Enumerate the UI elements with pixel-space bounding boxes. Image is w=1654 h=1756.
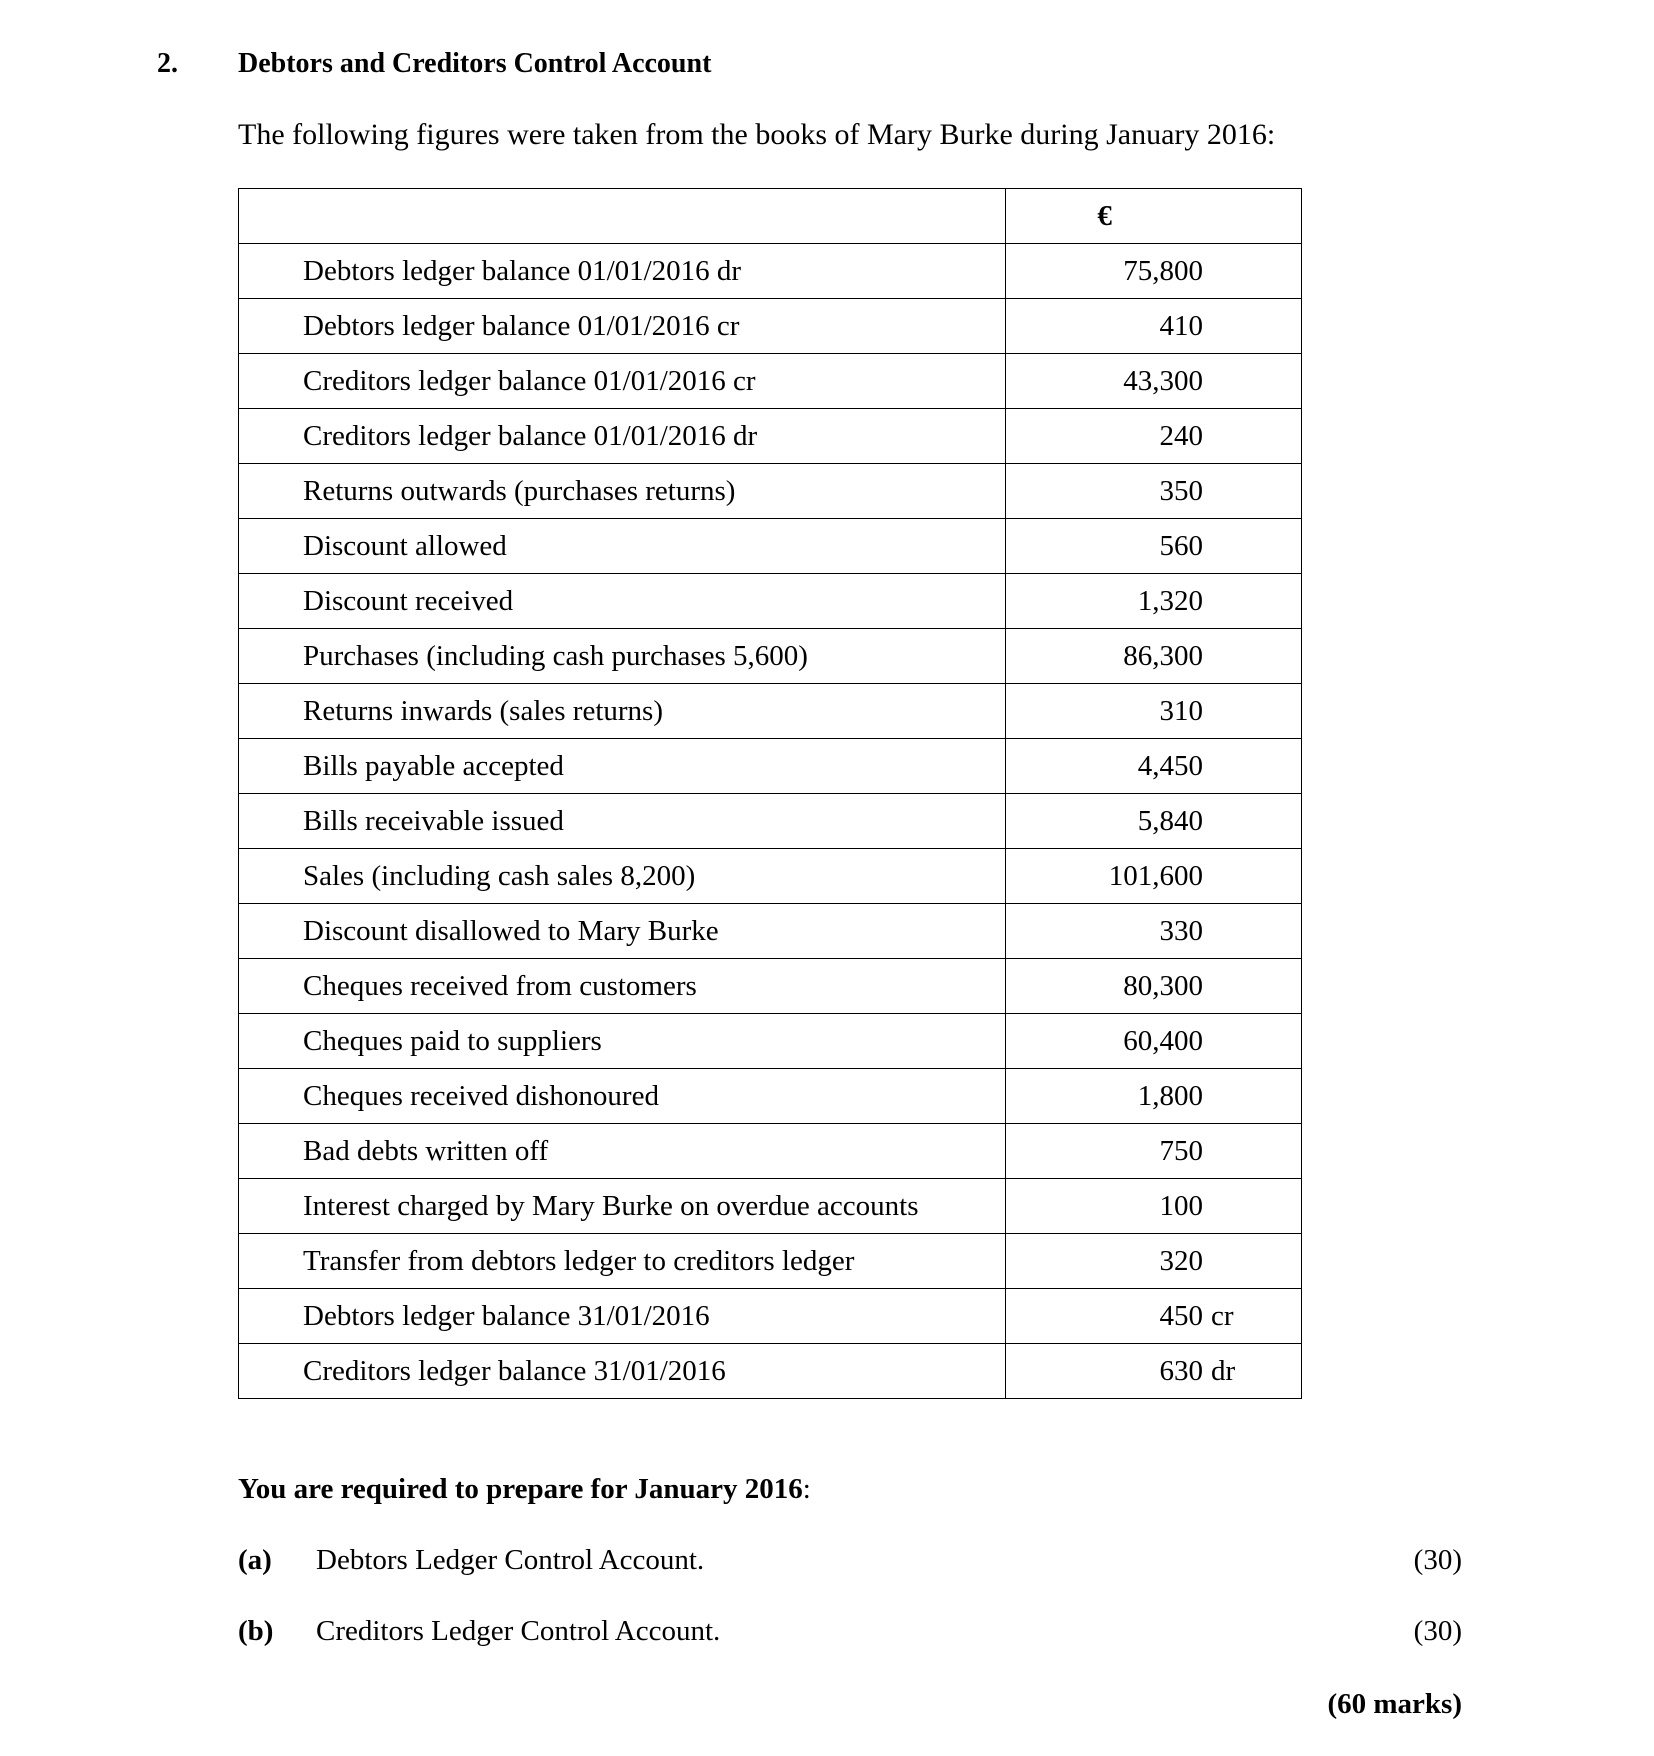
row-amount: 75,800 [1123, 254, 1203, 287]
row-amount: 101,600 [1108, 859, 1203, 892]
row-amount: 560 [1159, 529, 1203, 562]
table-row [239, 1289, 1302, 1344]
table-row [239, 794, 1302, 849]
row-label: Discount received [239, 574, 1006, 629]
part-a-marks: (30) [1413, 1544, 1462, 1576]
row-amount-cell [1006, 409, 1302, 464]
table-row [239, 464, 1302, 519]
row-amount: 350 [1159, 474, 1203, 507]
table-row [239, 519, 1302, 574]
requirements-heading [238, 1473, 811, 1506]
row-amount-cell [1006, 904, 1302, 959]
part-b-marks: (30) [1413, 1615, 1462, 1647]
row-amount: 750 [1159, 1134, 1203, 1167]
row-amount: 43,300 [1123, 364, 1203, 397]
row-label: Debtors ledger balance 01/01/2016 cr [239, 299, 1006, 354]
row-balance-side: dr [1211, 1354, 1236, 1387]
row-amount-cell [1006, 794, 1302, 849]
question-intro: The following figures were taken from the books of Mary Burke during January 2016: [238, 118, 1276, 151]
table-row [239, 959, 1302, 1014]
row-label: Debtors ledger balance 01/01/2016 dr [239, 244, 1006, 299]
row-amount-cell [1006, 519, 1302, 574]
table-row [239, 849, 1302, 904]
row-label: Sales (including cash sales 8,200) [239, 849, 1006, 904]
table-header-row [239, 189, 1302, 244]
row-label: Discount allowed [239, 519, 1006, 574]
row-amount-cell [1006, 1289, 1302, 1344]
row-amount-cell [1006, 959, 1302, 1014]
row-label: Creditors ledger balance 01/01/2016 cr [239, 354, 1006, 409]
row-label: Bills payable accepted [239, 739, 1006, 794]
row-amount: 60,400 [1123, 1024, 1203, 1057]
row-amount: 320 [1159, 1244, 1203, 1277]
row-amount-cell [1006, 354, 1302, 409]
currency-header: € [1006, 189, 1302, 244]
row-balance-side: cr [1211, 1299, 1234, 1332]
row-label: Cheques received from customers [239, 959, 1006, 1014]
row-label: Returns inwards (sales returns) [239, 684, 1006, 739]
row-amount-cell [1006, 1014, 1302, 1069]
row-amount: 240 [1159, 419, 1203, 452]
row-label: Debtors ledger balance 31/01/2016 [239, 1289, 1006, 1344]
table-row [239, 904, 1302, 959]
row-label: Creditors ledger balance 31/01/2016 [239, 1344, 1006, 1399]
row-amount: 5,840 [1137, 804, 1203, 837]
part-a-text: Debtors Ledger Control Account. [316, 1544, 705, 1576]
row-label: Bad debts written off [239, 1124, 1006, 1179]
table-row [239, 354, 1302, 409]
row-amount-cell [1006, 849, 1302, 904]
row-label: Transfer from debtors ledger to creditors ledger [239, 1234, 1006, 1289]
row-amount-cell [1006, 464, 1302, 519]
row-amount-cell [1006, 1124, 1302, 1179]
table-row [239, 1344, 1302, 1399]
row-amount-cell [1006, 299, 1302, 354]
requirements-heading-colon: : [802, 1473, 811, 1505]
row-amount: 80,300 [1123, 969, 1203, 1002]
row-amount-cell [1006, 739, 1302, 794]
row-amount: 330 [1159, 914, 1203, 947]
part-a-letter: (a) [238, 1544, 272, 1576]
row-label: Cheques received dishonoured [239, 1069, 1006, 1124]
row-amount: 86,300 [1123, 639, 1203, 672]
row-amount: 310 [1159, 694, 1203, 727]
row-label: Returns outwards (purchases returns) [239, 464, 1006, 519]
row-amount: 1,320 [1137, 584, 1203, 617]
question-title: Debtors and Creditors Control Account [238, 48, 712, 79]
figures-table [238, 188, 1302, 1399]
row-label: Interest charged by Mary Burke on overdue accounts [239, 1179, 1006, 1234]
row-amount-cell [1006, 1179, 1302, 1234]
row-amount-cell [1006, 1234, 1302, 1289]
table-row [239, 1014, 1302, 1069]
row-amount: 1,800 [1137, 1079, 1203, 1112]
table-row [239, 684, 1302, 739]
table-row [239, 1124, 1302, 1179]
row-amount-cell [1006, 244, 1302, 299]
row-label: Purchases (including cash purchases 5,600) [239, 629, 1006, 684]
row-amount: 410 [1159, 309, 1203, 342]
row-label: Cheques paid to suppliers [239, 1014, 1006, 1069]
total-marks: (60 marks) [1327, 1688, 1462, 1720]
row-amount-cell [1006, 1344, 1302, 1399]
row-amount-cell [1006, 574, 1302, 629]
table-row [239, 1179, 1302, 1234]
row-amount: 100 [1159, 1189, 1203, 1222]
figures-table-body [239, 189, 1302, 1399]
header-description-cell [239, 189, 1006, 244]
part-b-letter: (b) [238, 1615, 274, 1647]
row-label: Discount disallowed to Mary Burke [239, 904, 1006, 959]
table-row [239, 629, 1302, 684]
table-row [239, 574, 1302, 629]
table-row [239, 299, 1302, 354]
question-number: 2. [157, 48, 178, 79]
row-amount: 450 [1159, 1299, 1203, 1332]
table-row [239, 409, 1302, 464]
row-amount: 4,450 [1137, 749, 1203, 782]
table-row [239, 1069, 1302, 1124]
row-amount-cell [1006, 684, 1302, 739]
requirements-heading-text: You are required to prepare for January 2016 [238, 1473, 803, 1505]
row-amount-cell [1006, 629, 1302, 684]
table-row [239, 1234, 1302, 1289]
part-b-text: Creditors Ledger Control Account. [316, 1615, 721, 1647]
row-label: Creditors ledger balance 01/01/2016 dr [239, 409, 1006, 464]
row-label: Bills receivable issued [239, 794, 1006, 849]
table-row [239, 244, 1302, 299]
row-amount-cell [1006, 1069, 1302, 1124]
table-row [239, 739, 1302, 794]
row-amount: 630 [1159, 1354, 1203, 1387]
